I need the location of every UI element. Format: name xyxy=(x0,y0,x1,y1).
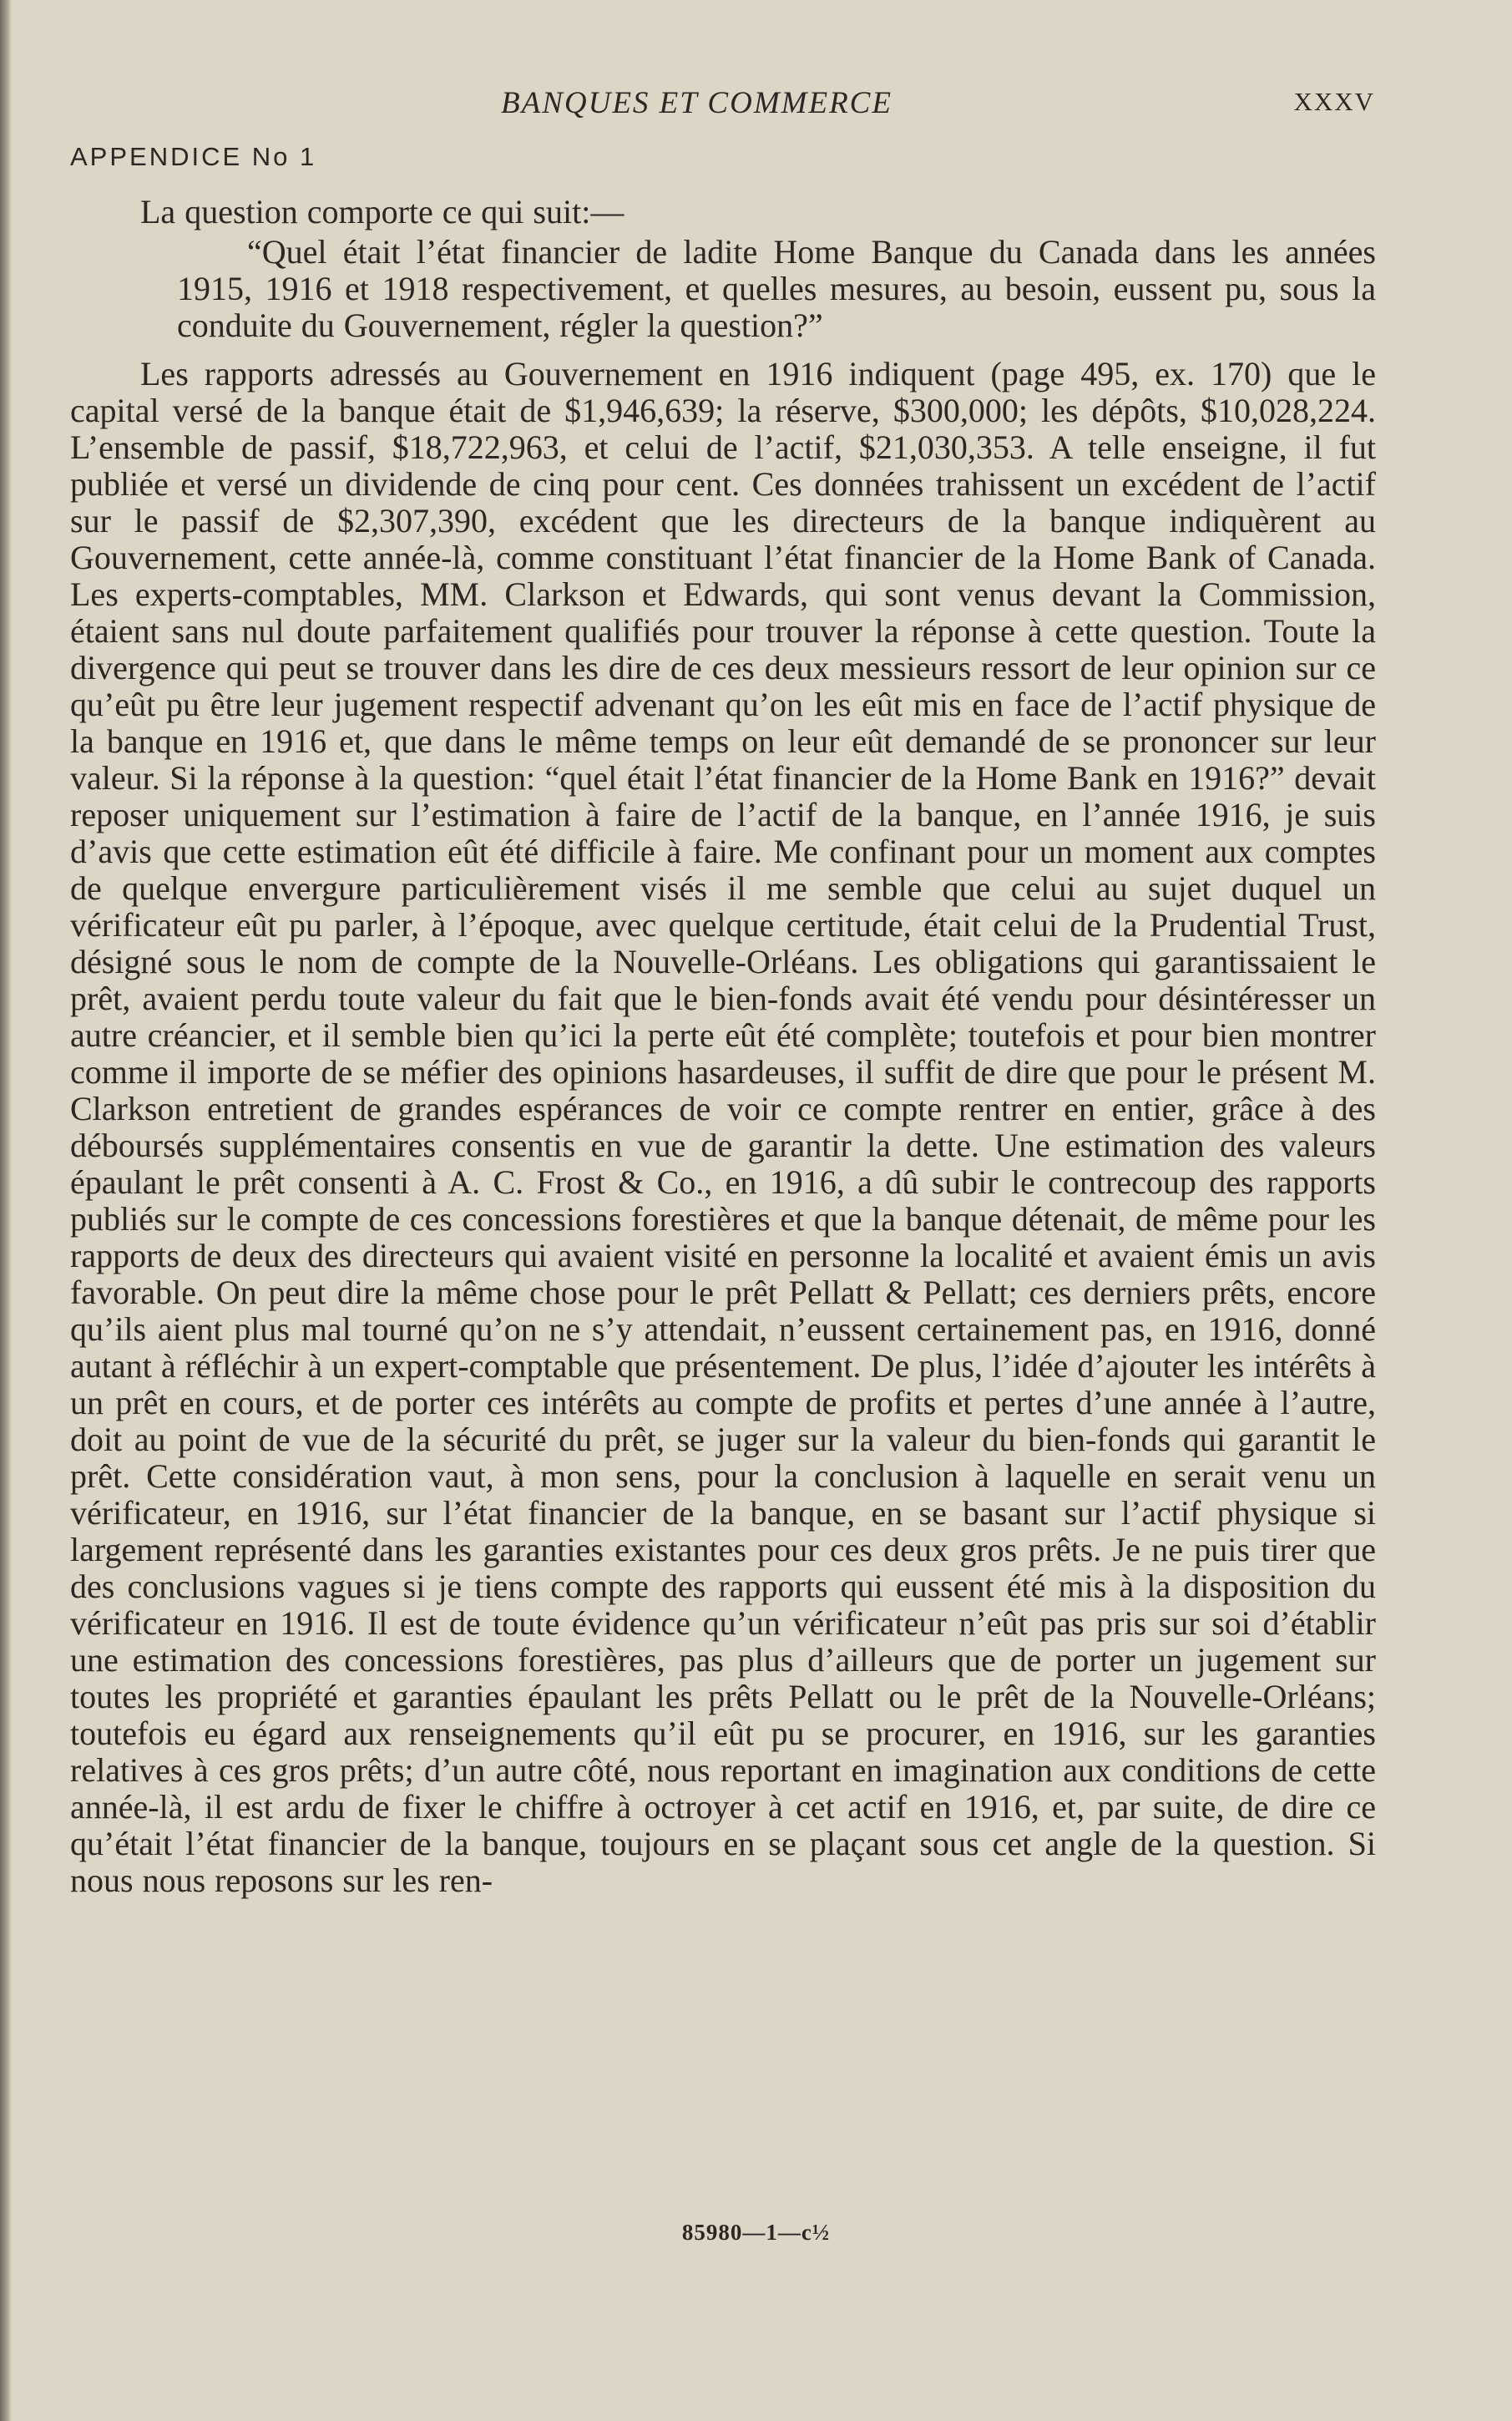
running-header xyxy=(0,85,1512,127)
body-text xyxy=(70,194,1376,1899)
page-number: XXXV xyxy=(1293,87,1375,116)
appendix-label: APPENDICE No 1 xyxy=(70,142,317,171)
footer-code: 85980—1—c½ xyxy=(681,2220,831,2245)
running-title: BANQUES ET COMMERCE xyxy=(501,86,893,120)
main-paragraph: Les rapports adressés au Gouvernement en 1916 indiquent (page 495, ex. 170) que le capital versé de la banque était de $1,946,639; la réserve, $300,000; les dépôts, $10,028,224. L’ensemble de passif, $18,722,963, et celui de l’actif, $21,030,353. A telle enseigne, il fut publiée et versé un dividende de cinq pour cent. Ces données trahissent un excédent de l’actif sur le passif de $2,307,390, excédent que les directeurs de la banque indiquèrent au Gouvernement, cette année-là, comme constituant l’état financier de la Home Bank of Canada. Les experts-comptables, MM. Clarkson et Edwards, qui sont venus devant la Commission, étaient sans nul doute parfaitement qualifiés pour trouver la réponse à cette question. Toute la divergence qui peut se trouver dans les dire de ces deux messieurs ressort de leur opinion sur ce qu’eût pu être leur jugement respectif advenant qu’on les eût mis en face de l’actif physique de la banque en 1916 et, que dans le même temps on leur eût demandé de se prononcer sur leur valeur. Si la réponse à la question: “quel était l’état financier de la Home Bank en 1916?” devait reposer uniquement sur l’estimation à faire de l’actif de la banque, en l’année 1916, je suis d’avis que cette estimation eût été difficile à faire. Me confinant pour un moment aux comptes de quelque envergure particulièrement visés il me semble que celui au sujet duquel un vérificateur eût pu parler, à l’époque, avec quelque certitude, était celui de la Prudential Trust, désigné sous le nom de compte de la Nouvelle-Orléans. Les obligations qui garantissaient le prêt, avaient perdu toute valeur du fait que le bien-fonds avait été vendu pour désintéresser un autre créancier, et il semble bien qu’ici la perte eût été complète; toutefois et pour bien montrer comme il importe de se méfier des opinions hasardeuses, il suffit de dire que pour le présent M. Clarkson entretient de grandes espérances de voir ce compte rentrer en entier, grâce à des déboursés supplémentaires consentis en vue de garantir la dette. Une estimation des valeurs épaulant le prêt consenti à A. C. Frost & Co., en 1916, a dû subir le contrecoup des rapports publiés sur le compte de ces concessions forestières et que la banque détenait, de même pour les rapports de deux des directeurs qui avaient visité en personne la localité et avaient émis un avis favorable. On peut dire la même chose pour le prêt Pellatt & Pellatt; ces derniers prêts, encore qu’ils aient plus mal tourné qu’on ne s’y attendait, n’eussent certainement pas, en 1916, donné autant à réfléchir à un expert-comptable que présentement. De plus, l’idée d’ajouter les intérêts à un prêt en cours, et de porter ces intérêts au compte de profits et pertes d’une année à l’autre, doit au point de vue de la sécurité du prêt, se juger sur la valeur du bien-fonds qui garantit le prêt. Cette considération vaut, à mon sens, pour la conclusion à laquelle en serait venu un vérificateur, en 1916, sur l’état financier de la banque, en se basant sur l’actif physique si largement représenté dans les garanties existantes pour ces deux gros prêts. Je ne puis tirer que des conclusions vagues si je tiens compte des rapports qui eussent été mis à la disposition du vérificateur en 1916. Il est de toute évidence qu’un vérificateur n’eût pas pris sur soi d’établir une estimation des concessions forestières, pas plus d’ailleurs que de porter un jugement sur toutes les propriété et garanties épaulant les prêts Pellatt ou le prêt de la Nouvelle-Orléans; toutefois eu égard aux renseignements qu’il eût pu se procurer, en 1916, sur les garanties relatives à ces gros prêts; d’un autre côté, nous reportant en imagination aux conditions de cette année-là, il est ardu de fixer le chiffre à octroyer à cet actif en 1916, et, par suite, de dire ce qu’était l’état financier de la banque, toujours en se plaçant sous cet angle de la question. Si nous nous reposons sur les ren- xyxy=(70,355,1376,1899)
book-spine-shadow xyxy=(0,0,12,2421)
intro-paragraph: La question comporte ce qui suit:— xyxy=(140,193,625,230)
quoted-question: “Quel était l’état financier de ladite Home Banque du Canada dans les années 1915, 1916 et 1918 respectivement, et quelles mesures, au besoin, eussent pu, sous la conduite du Gouvernement, régler la question?” xyxy=(177,233,1376,344)
